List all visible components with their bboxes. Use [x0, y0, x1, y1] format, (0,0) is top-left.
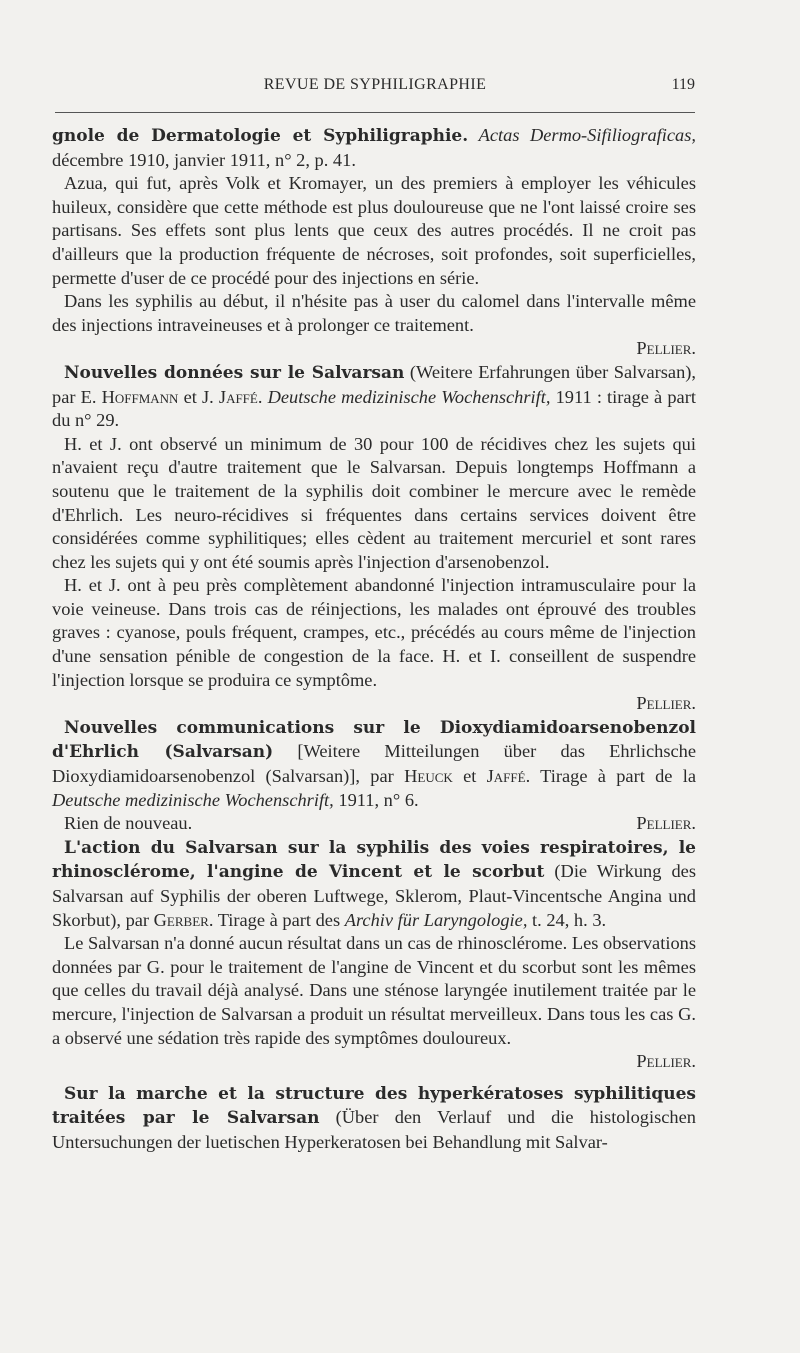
paragraph: H. et J. ont observé un minimum de 30 pour 100 de récidives chez les sujets qui n'avaient reçu d'autre traitement que le Salvarsan. Depuis longtemps Hoffmann a soutenu que le traitement de la syphilis doit combiner le mercure avec le remède d'Ehrlich. Les neuro-récidives si fréquentes dans certains services doivent être considérées comme syphilitiques; elles cèdent au traitement mercuriel et sont rares chez les sujets qui y ont été soumis après l'injection d'arsenobenzol. [52, 433, 696, 572]
paragraph: Dans les syphilis au début, il n'hésite pas à user du calomel dans l'intervalle même des injections intraveineuses et à prolonger ce traitement. Pellier. [52, 290, 696, 361]
signature: Pellier. [636, 693, 696, 714]
article-body [52, 124, 696, 1155]
page-number: 119 [671, 76, 695, 93]
signature: Pellier. [636, 813, 696, 834]
page-header [55, 76, 695, 100]
continued-citation: gnole de Dermatologie et Syphiligraphie. Actas Dermo-Sifiliograficas, décembre 1910, janvier 1911, n° 2, p. 41. [52, 125, 696, 170]
article-heading: Sur la marche et la structure des hyperkératoses syphilitiques traitées par le Salvarsan (Über den Verlauf und die histologischen Untersuchungen der luetischen Hyperkeratosen bei Behandlung mit Salvar- [52, 1083, 696, 1152]
paragraph: Azua, qui fut, après Volk et Kromayer, un des premiers à employer les véhicules huileux, considère que cette méthode est plus douloureuse que ne l'ont laissé croire ses partisans. Ses effets sont plus lents que ceux des autres procédés. Il ne croit pas d'ailleurs que la production fréquente de nécroses, soit profondes, soit superficielles, permette d'user de ce procédé pour des injections en série. [52, 173, 696, 288]
article-heading: Nouvelles données sur le Salvarsan (Weitere Erfahrungen über Salvarsan), par E. Hoffmann et J. Jaffé. Deutsche medizinische Wochenschrift, 1911 : tirage à part du n° 29. [52, 361, 696, 431]
signature: Pellier. [636, 1051, 696, 1072]
paragraph: Le Salvarsan n'a donné aucun résultat dans un cas de rhinosclérome. Les observations données par G. pour le traitement de l'angine de Vincent et du scorbut sont les mêmes que celles du travail déjà analysé. Dans une sténose laryngée inutilement traitée par le mercure, l'injection de Salvarsan a produit un résultat merveilleux. Dans tous les cas G. a observé une sédation très rapide des symptômes douloureux. Pellier. [52, 932, 696, 1074]
article-heading: L'action du Salvarsan sur la syphilis des voies respiratoires, le rhinosclérome, l'angine de Vincent et le scorbut (Die Wirkung des Salvarsan auf Syphilis der oberen Luftwege, Sklerom, Plaut-Vincentsche Angina und Skorbut), par Gerber. Tirage à part des Archiv für Laryngologie, t. 24, h. 3. [52, 837, 696, 930]
paragraph: Rien de nouveau. Pellier. [52, 812, 696, 836]
spacer [52, 1074, 696, 1082]
article-heading: Nouvelles communications sur le Dioxydiamidoarsenobenzol d'Ehrlich (Salvarsan) [Weitere Mitteilungen über das Ehrlichsche Dioxydiamidoarsenobenzol (Salvarsan)], par Heuck et Jaffé. Tirage à part de la Deutsche medizinische Wochenschrift, 1911, n° 6. [52, 717, 697, 810]
signature: Pellier. [636, 338, 696, 359]
header-rule [55, 112, 695, 113]
paragraph: H. et J. ont à peu près complètement abandonné l'injection intramusculaire pour la voie veineuse. Dans trois cas de réinjections, les malades ont éprouvé des troubles graves : cyanose, pouls fréquent, crampes, etc., précédés au cours même de l'injection d'une sensation pénible de congestion de la face. H. et I. conseillent de suspendre l'injection lorsque se produira ce symptôme. Pellier. [52, 574, 696, 716]
running-title: REVUE DE SYPHILIGRAPHIE [263, 76, 487, 93]
